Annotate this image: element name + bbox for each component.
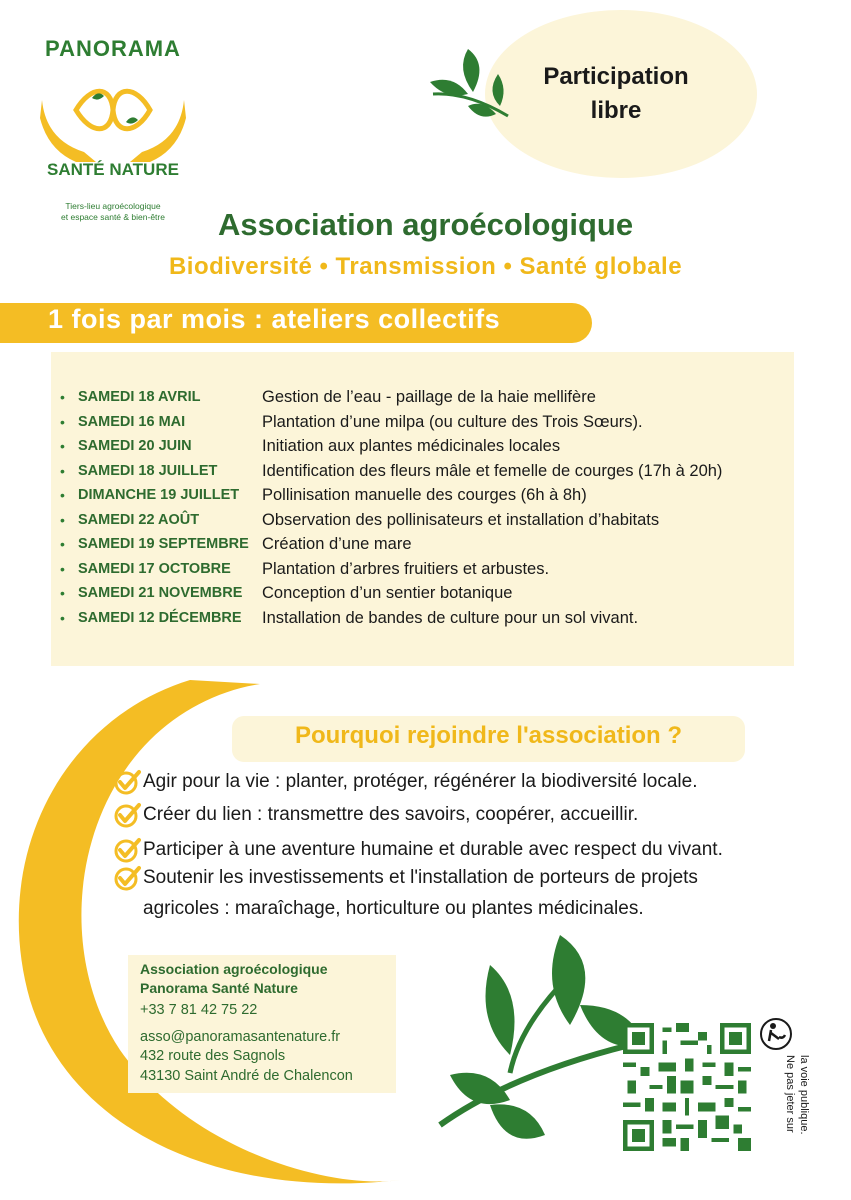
event-date: SAMEDI 16 MAI: [78, 413, 186, 430]
reason-text: Créer du lien : transmettre des savoirs, coopérer, accueillir.: [143, 804, 639, 825]
reason-text: Soutenir les investissements et l'installation de porteurs de projets: [143, 867, 698, 888]
logo-name-bottom: SANTÉ NATURE: [47, 160, 179, 179]
event-desc: Pollinisation manuelle des courges (6h à 8h): [262, 486, 587, 504]
event-desc: Création d’une mare: [262, 535, 412, 553]
bullet-icon: •: [60, 462, 65, 479]
contact-email[interactable]: asso@panoramasantenature.fr: [140, 1029, 341, 1045]
event-date: DIMANCHE 19 JUILLET: [78, 487, 240, 503]
event-date: SAMEDI 20 JUIN: [78, 438, 192, 454]
bullet-icon: •: [60, 585, 65, 601]
contact-address2: 43130 Saint André de Chalencon: [140, 1068, 353, 1084]
infinity-hands-icon: [36, 70, 190, 162]
why-title: Pourquoi rejoindre l'association ?: [294, 722, 683, 749]
contact-org-line2: Panorama Santé Nature: [140, 980, 298, 996]
disposal-notice-line2: la voie publique.: [798, 1055, 810, 1135]
section-banner-label: 1 fois par mois : ateliers collectifs: [48, 304, 501, 334]
bullet-icon: •: [60, 536, 65, 552]
event-date: SAMEDI 18 JUILLET: [78, 462, 218, 479]
participation-line2: libre: [590, 97, 642, 124]
event-desc: Plantation d’arbres fruitiers et arbustes.: [262, 559, 550, 578]
sprout-icon: [428, 44, 518, 124]
check-icon: [113, 836, 141, 864]
event-desc: Initiation aux plantes médicinales locales: [262, 437, 561, 455]
event-desc: Gestion de l’eau - paillage de la haie mellifère: [262, 388, 596, 406]
event-date: SAMEDI 22 AOÛT: [78, 511, 200, 528]
logo: [28, 30, 198, 222]
reason-text: Agir pour la vie : planter, protéger, régénérer la biodiversité locale.: [143, 771, 698, 792]
event-desc: Conception d’un sentier botanique: [262, 584, 513, 602]
bullet-icon: •: [60, 413, 65, 430]
bullet-icon: •: [60, 389, 65, 405]
event-desc: Plantation d’une milpa (ou culture des Trois Sœurs).: [262, 412, 643, 431]
event-desc: Identification des fleurs mâle et femelle de courges (17h à 20h): [262, 461, 723, 480]
event-date: SAMEDI 17 OCTOBRE: [78, 560, 231, 577]
disposal-notice-line1: Ne pas jeter sur: [784, 1055, 796, 1133]
check-icon: [113, 801, 141, 829]
logo-tagline-2: et espace santé & bien-être: [61, 212, 165, 222]
logo-name-top: PANORAMA: [45, 36, 181, 61]
event-date: SAMEDI 21 NOVEMBRE: [78, 585, 243, 601]
participation-line1: Participation: [543, 63, 689, 90]
bullet-icon: •: [60, 609, 65, 626]
logo-tagline-1: Tiers-lieu agroécologique: [65, 201, 161, 211]
event-date: SAMEDI 19 SEPTEMBRE: [78, 536, 249, 552]
do-not-litter-icon: [759, 1017, 793, 1051]
bullet-icon: •: [60, 511, 65, 528]
check-icon: [113, 864, 141, 892]
participation-label: [516, 60, 716, 128]
qr-code-icon[interactable]: [623, 1023, 751, 1151]
contact-address1: 432 route des Sagnols: [140, 1048, 286, 1064]
event-date: SAMEDI 18 AVRIL: [78, 389, 201, 405]
bullet-icon: •: [60, 438, 65, 454]
bullet-icon: •: [60, 560, 65, 577]
contact-org-line1: Association agroécologique: [140, 961, 328, 977]
event-date: SAMEDI 12 DÉCEMBRE: [78, 609, 242, 626]
event-desc: Observation des pollinisateurs et installation d’habitats: [262, 510, 660, 529]
subtitle: Biodiversité • Transmission • Santé globale: [168, 253, 683, 280]
disposal-notice: [770, 1055, 810, 1165]
event-desc: Installation de bandes de culture pour un sol vivant.: [262, 608, 639, 627]
reason-text: agricoles : maraîchage, horticulture ou plantes médicinales.: [143, 898, 644, 919]
reason-text: Participer à une aventure humaine et durable avec respect du vivant.: [143, 839, 723, 860]
contact-phone[interactable]: +33 7 81 42 75 22: [140, 1002, 258, 1018]
check-icon: [113, 768, 141, 796]
main-title: Association agroécologique: [217, 207, 634, 242]
bullet-icon: •: [60, 487, 65, 503]
